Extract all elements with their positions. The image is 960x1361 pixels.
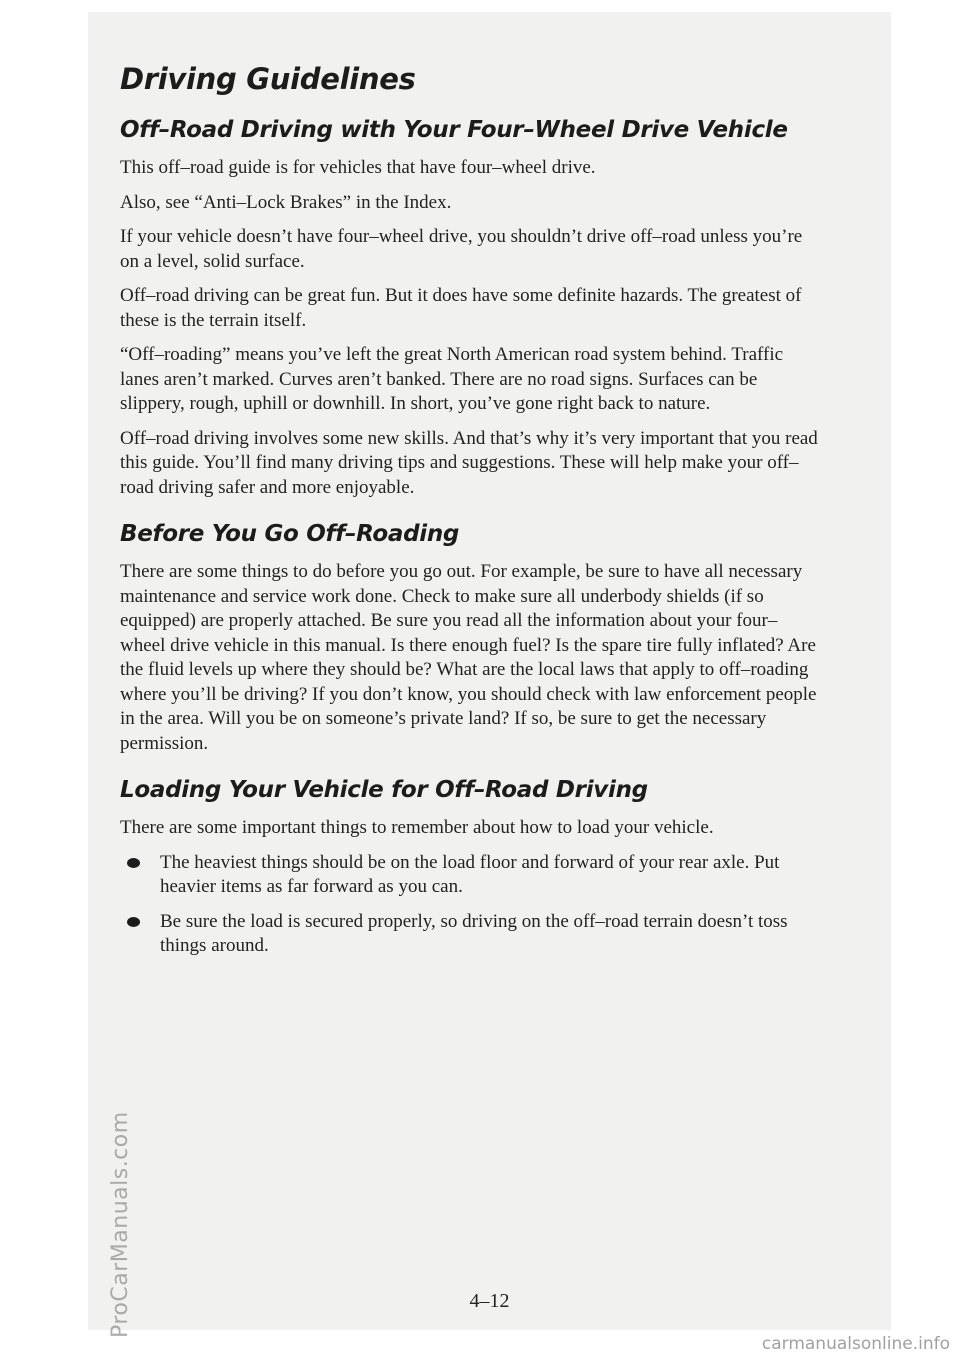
paragraph: There are some important things to remember about how to load your vehicle. (120, 817, 714, 838)
bullet-list (120, 851, 820, 959)
paragraph: This off–road guide is for vehicles that have four–wheel drive. (120, 157, 596, 178)
list-item (160, 851, 820, 900)
paragraph: Off–road driving involves some new skills. And that’s why it’s very important that you read this guide. You’ll find many driving tips and suggestions. These will help make your off–road driving safer and more enjoyable. (120, 427, 818, 498)
list-item (160, 910, 820, 959)
section-off-road-driving (120, 112, 820, 500)
section-heading: Before You Go Off–Roading (120, 521, 460, 547)
paragraph: Off–road driving can be great fun. But it does have some definite hazards. The greatest of these is the terrain itself. (120, 285, 802, 331)
page-number: 4–12 (469, 1290, 510, 1312)
paragraph: Also, see “Anti–Lock Brakes” in the Index. (120, 191, 452, 213)
list-item-text: The heaviest things should be on the load floor and forward of your rear axle. Put heavier items as far forward as you can. (160, 851, 780, 897)
paragraph: If your vehicle doesn’t have four–wheel drive, you shouldn’t drive off–road unless you’re on a level, solid surface. (120, 226, 803, 272)
footer-watermark: carmanualsonline.info (761, 1334, 950, 1354)
manual-page (88, 12, 891, 1330)
section-heading: Loading Your Vehicle for Off–Road Driving (120, 777, 648, 803)
section-before-off-roading (120, 516, 820, 756)
section-loading-vehicle (120, 772, 820, 959)
list-item-text: Be sure the load is secured properly, so driving on the off–road terrain doesn’t toss things around. (160, 910, 788, 956)
page-title: Driving Guidelines (120, 62, 416, 96)
bullet-icon (127, 917, 140, 927)
page-content (120, 62, 820, 969)
section-heading: Off–Road Driving with Your Four–Wheel Drive Vehicle (120, 117, 788, 143)
bullet-icon (127, 858, 140, 868)
paragraph: There are some things to do before you go out. For example, be sure to have all necessary maintenance and service work done. Check to make sure all underbody shields (if so equipped) are properly attached. Be sure you read all the information about your four–wheel drive vehicle in this manual. Is there enough fuel? Is the spare tire fully inflated? Are the fluid levels up where they should be? What are the local laws that apply to off–roading where you’ll be driving? If you don’t know, you should check with law enforcement people in the area. Will you be on someone’s private land? If so, be sure to get the necessary permission. (120, 561, 817, 754)
paragraph: “Off–roading” means you’ve left the great North American road system behind. Traffic lanes aren’t marked. Curves aren’t banked. There are no road signs. Surfaces can be slippery, rough, uphill or downhill. In short, you’ve gone right back to nature. (120, 344, 784, 414)
